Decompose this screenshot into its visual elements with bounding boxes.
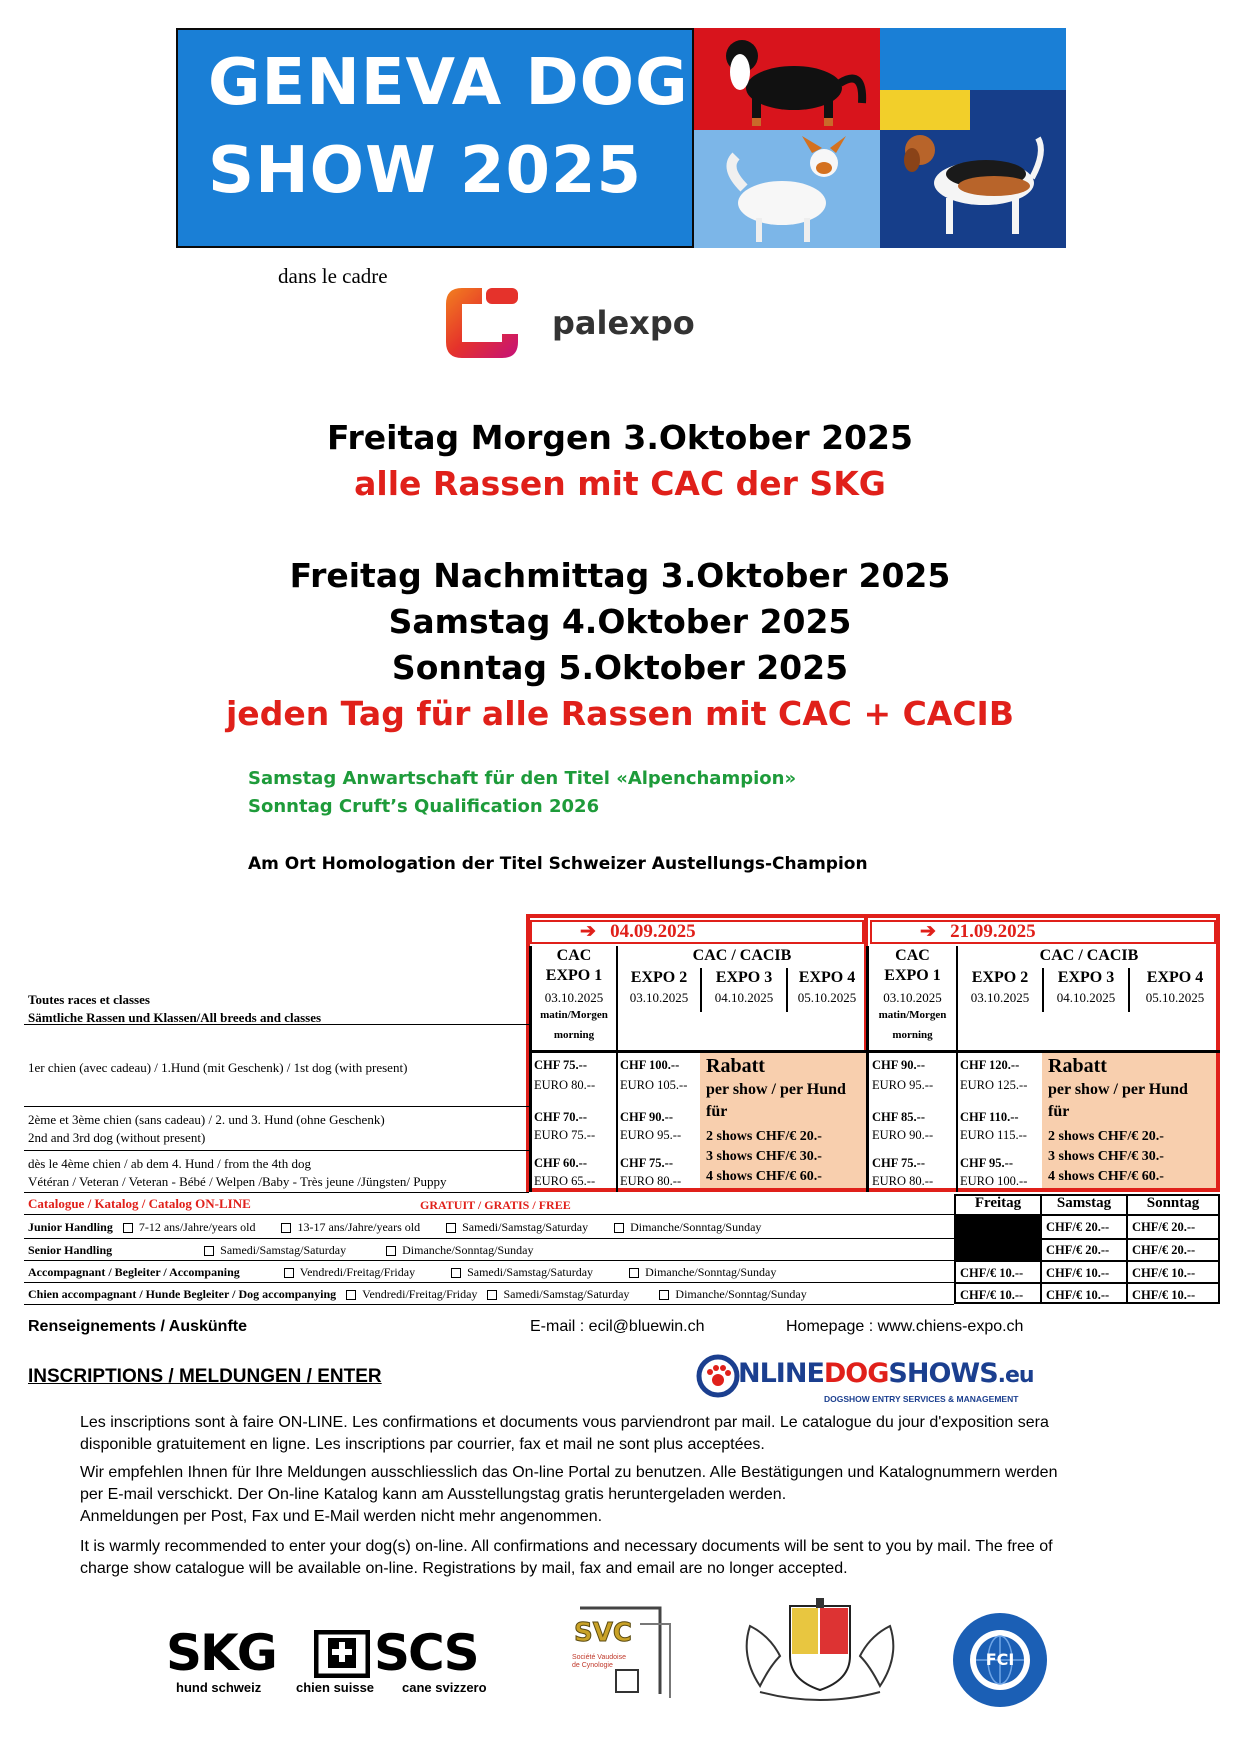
- p2-r1b-chf: CHF 120.--: [960, 1058, 1020, 1072]
- checkbox[interactable]: [659, 1290, 669, 1300]
- checkbox[interactable]: [386, 1246, 396, 1256]
- col-sonntag: Sonntag: [1146, 1195, 1200, 1211]
- p2-expo3: EXPO 3: [1057, 969, 1115, 986]
- checkbox[interactable]: [451, 1268, 461, 1278]
- junior-senior-friday-na: [954, 1216, 1040, 1260]
- contact-label: Renseignements / Auskünfte: [28, 1318, 248, 1335]
- palexpo-wordmark: palexpo: [552, 304, 695, 342]
- p2-expo4: EXPO 4: [1146, 969, 1204, 986]
- p1-r2-chf: CHF 70.--: [534, 1110, 587, 1124]
- senior-option-1: Samedi/Samstag/Saturday: [220, 1243, 347, 1257]
- senior-option-2: Dimanche/Sonntag/Sunday: [402, 1243, 534, 1257]
- rabatt-l1: per show / per Hund: [1048, 1081, 1188, 1098]
- p2-r1-chf: CHF 90.--: [872, 1058, 925, 1072]
- p1-cac-cacib-label: CAC / CACIB: [692, 947, 792, 964]
- geneva-kennel-crest-icon: [730, 1596, 910, 1706]
- col-freitag: Freitag: [974, 1195, 1022, 1211]
- checkbox[interactable]: [281, 1223, 291, 1233]
- checkbox[interactable]: [446, 1223, 456, 1233]
- schedule-line-1: Freitag Morgen 3.Oktober 2025: [327, 418, 913, 457]
- p2-cac-cacib-label: CAC / CACIB: [1039, 947, 1139, 964]
- senior-fee-sun: CHF/€ 20.--: [1132, 1243, 1196, 1257]
- p1-date1: 03.10.2025: [544, 990, 604, 1005]
- rabatt-box-1: [700, 1053, 866, 1188]
- rabatt-title: Rabatt: [706, 1055, 765, 1077]
- catalogue-label: Catalogue / Katalog / Catalog ON-LINE: [28, 1196, 251, 1211]
- arrow-right-icon: ➔: [920, 921, 936, 942]
- accompanying-option-2: Samedi/Samstag/Saturday: [467, 1265, 594, 1279]
- contact-homepage[interactable]: Homepage : www.chiens-expo.ch: [786, 1318, 1024, 1335]
- checkbox[interactable]: [487, 1290, 497, 1300]
- p1-expo2: EXPO 2: [630, 969, 688, 986]
- rabatt-l3: 2 shows CHF/€ 20.-: [706, 1129, 822, 1144]
- svc-text: SVC: [574, 1618, 632, 1648]
- ods-part1: NLINE: [738, 1358, 824, 1389]
- rabatt-l5: 4 shows CHF/€ 60.-: [706, 1169, 822, 1184]
- p2-morning: morning: [892, 1029, 933, 1041]
- rabatt-l2: für: [1048, 1103, 1070, 1120]
- skg-text: SKG: [166, 1624, 276, 1682]
- p2-expo1: EXPO 1: [884, 967, 941, 984]
- accompanying-label: Accompagnant / Begleiter / Accompaning: [28, 1265, 240, 1279]
- entries-en: It is warmly recommended to enter your dog(s) on-line. All confirmations and necessary documents will be sent to you by mail. The free of charge show catalogue will be available on-line. Registrations by mail, fax and email are no longer accepted.: [80, 1538, 1053, 1577]
- entries-fr: Les inscriptions sont à faire ON-LINE. Les confirmations et documents vous parviendront par mail. Le catalogue du jour d'exposition sera disponible gratuitement en ligne. Les inscriptions par courrier, fax et mail ne sont plus acceptées.: [80, 1414, 1049, 1453]
- junior-fee-sat: CHF/€ 20.--: [1046, 1220, 1110, 1234]
- skg-sub-1: hund schweiz: [176, 1680, 262, 1695]
- p2-r3-chf: CHF 75.--: [872, 1156, 925, 1170]
- rabatt-l3: 2 shows CHF/€ 20.-: [1048, 1129, 1164, 1144]
- checkbox[interactable]: [614, 1223, 624, 1233]
- p1-r1-eur: EURO 80.--: [534, 1078, 596, 1092]
- p1-date3: 04.10.2025: [714, 990, 774, 1005]
- skg-sub-2: chien suisse: [296, 1680, 375, 1695]
- rabatt-title: Rabatt: [1048, 1055, 1107, 1077]
- ods-part3: SHOWS: [888, 1358, 998, 1389]
- p1-morning: morning: [553, 1029, 595, 1041]
- ods-tagline: DOGSHOW ENTRY SERVICES & MANAGEMENT: [824, 1394, 1019, 1404]
- catalogue-free: GRATUIT / GRATIS / FREE: [420, 1198, 571, 1212]
- p2-r3b-eur: EURO 100.--: [960, 1174, 1028, 1188]
- deadline1-date: 04.09.2025: [610, 921, 696, 942]
- junior-option-4: Dimanche/Sonntag/Sunday: [630, 1220, 762, 1234]
- rabatt-l4: 3 shows CHF/€ 30.-: [1048, 1149, 1164, 1164]
- homologation-note: Am Ort Homologation der Titel Schweizer Austellungs-Champion: [248, 854, 868, 874]
- schedule-line-2: Freitag Nachmittag 3.Oktober 2025: [289, 556, 951, 595]
- junior-option-2: 13-17 ans/Jahre/years old: [297, 1220, 421, 1234]
- checkbox[interactable]: [346, 1290, 356, 1300]
- p2-r2-chf: CHF 85.--: [872, 1110, 925, 1124]
- rabatt-l2: für: [706, 1103, 728, 1120]
- accompanying-fee-sun: CHF/€ 10.--: [1132, 1266, 1196, 1280]
- p1-date4: 05.10.2025: [797, 990, 857, 1005]
- p1-r1b-eur: EURO 105.--: [620, 1078, 688, 1092]
- col-samstag: Samstag: [1056, 1195, 1112, 1211]
- p1-cac-label: CAC: [556, 947, 592, 964]
- deadline1: [580, 920, 696, 943]
- accompanying-option-1: Vendredi/Freitag/Friday: [299, 1265, 416, 1279]
- svc-subtext: Société Vaudoise de Cynologie: [572, 1654, 626, 1669]
- p2-r2b-eur: EURO 115.--: [960, 1128, 1027, 1142]
- entries-de-2: Anmeldungen per Post, Fax und E-Mail werden nicht mehr angenommen.: [80, 1508, 603, 1525]
- p2-r3-eur: EURO 80.--: [872, 1174, 934, 1188]
- left-head-1: Toutes races et classes: [28, 992, 150, 1007]
- fci-text: FCI: [985, 1650, 1015, 1669]
- junior-label: Junior Handling: [28, 1220, 113, 1234]
- row3-label1: dès le 4ème chien / ab dem 4. Hund / from the 4th dog: [28, 1156, 312, 1171]
- accompanying-person-row: [28, 1265, 776, 1280]
- p2-r2-eur: EURO 90.--: [872, 1128, 934, 1142]
- crufts-note: Sonntag Cruft’s Qualification 2026: [248, 796, 600, 817]
- p2-date1: 03.10.2025: [883, 990, 942, 1005]
- p2-expo2: EXPO 2: [971, 969, 1029, 986]
- schedule-line-1-sub: alle Rassen mit CAC der SKG: [354, 464, 886, 503]
- rabatt-l5: 4 shows CHF/€ 60.-: [1048, 1169, 1164, 1184]
- schedule-line-3: Samstag 4.Oktober 2025: [388, 602, 852, 641]
- rabatt-l1: per show / per Hund: [706, 1081, 846, 1098]
- p1-date2: 03.10.2025: [629, 990, 689, 1005]
- skg-scs-logo: [166, 1624, 516, 1694]
- p1-expo1: EXPO 1: [545, 967, 603, 984]
- junior-row: [28, 1220, 761, 1235]
- accompanying-dog-label: Chien accompagnant / Hunde Begleiter / Dog accompanying: [28, 1287, 337, 1301]
- schedule-line-4: Sonntag 5.Oktober 2025: [391, 648, 849, 687]
- accompanying-dog-row: [28, 1287, 807, 1302]
- p1-matin: matin/Morgen: [540, 1009, 608, 1021]
- dog-option-1: Vendredi/Freitag/Friday: [362, 1287, 478, 1301]
- p2-date4: 05.10.2025: [1145, 990, 1205, 1005]
- checkbox[interactable]: [204, 1246, 214, 1256]
- dog-fee-sun: CHF/€ 10.--: [1132, 1288, 1196, 1302]
- row1-label: 1er chien (avec cadeau) / 1.Hund (mit Geschenk) / 1st dog (with present): [28, 1060, 408, 1075]
- p2-matin: matin/Morgen: [878, 1009, 947, 1021]
- rabatt-l4: 3 shows CHF/€ 30.-: [706, 1149, 822, 1164]
- arrow-right-icon: ➔: [580, 921, 596, 942]
- p1-r1b-chf: CHF 100.--: [620, 1058, 680, 1072]
- p2-r1-eur: EURO 95.--: [872, 1078, 934, 1092]
- dog-fee-fri: CHF/€ 10.--: [960, 1288, 1024, 1302]
- p1-expo4: EXPO 4: [798, 969, 856, 986]
- scs-text: SCS: [374, 1624, 478, 1682]
- deadline2-date: 21.09.2025: [950, 921, 1036, 942]
- swiss-kennel-icon: [314, 1630, 370, 1678]
- paw-icon: [696, 1354, 740, 1398]
- p1-r2-eur: EURO 75.--: [534, 1128, 596, 1142]
- p1-r3-chf: CHF 60.--: [534, 1156, 587, 1170]
- junior-fee-sun: CHF/€ 20.--: [1132, 1220, 1196, 1234]
- skg-sub-3: cane svizzero: [402, 1680, 487, 1695]
- p2-r2b-chf: CHF 110.--: [960, 1110, 1019, 1124]
- p2-r3b-chf: CHF 95.--: [960, 1156, 1013, 1170]
- p1-r2b-eur: EURO 95.--: [620, 1128, 682, 1142]
- junior-option-3: Samedi/Samstag/Saturday: [462, 1220, 589, 1234]
- dans-le-cadre-text: dans le cadre: [278, 264, 388, 288]
- p1-r3b-eur: EURO 80.--: [620, 1174, 682, 1188]
- dog-fee-sat: CHF/€ 10.--: [1046, 1288, 1110, 1302]
- junior-option-1: 7-12 ans/Jahre/years old: [138, 1220, 256, 1234]
- contact-email[interactable]: E-mail : ecil@bluewin.ch: [530, 1318, 705, 1335]
- row3-label2: Vétéran / Veteran / Veteran - Bébé / Welpen /Baby - Très jeune /Jüngsten/ Puppy: [28, 1174, 447, 1189]
- ods-part2: DOG: [823, 1358, 889, 1389]
- rabatt-box-2: [1042, 1053, 1216, 1188]
- entries-heading: INSCRIPTIONS / MELDUNGEN / ENTER: [28, 1366, 382, 1387]
- row2-label2: 2nd and 3rd dog (without present): [28, 1130, 206, 1145]
- left-head-2: Sämtliche Rassen und Klassen/All breeds and classes: [28, 1010, 322, 1025]
- p1-r2b-chf: CHF 90.--: [620, 1110, 673, 1124]
- svc-logo: [570, 1604, 680, 1702]
- alpenchampion-note: Samstag Anwartschaft für den Titel «Alpenchampion»: [248, 768, 797, 789]
- deadline2: [920, 920, 1036, 943]
- ods-part4: .eu: [997, 1363, 1034, 1388]
- checkbox[interactable]: [284, 1268, 294, 1278]
- senior-label: Senior Handling: [28, 1243, 113, 1257]
- p2-cac-label: CAC: [895, 947, 930, 964]
- checkbox[interactable]: [629, 1268, 639, 1278]
- senior-fee-sat: CHF/€ 20.--: [1046, 1243, 1110, 1257]
- entries-de-1: Wir empfehlen Ihnen für Ihre Meldungen ausschliesslich das On-line Portal zu benutzen. Alle Bestätigungen und Katalognummern werden per E-mail verschickt. Der On-line Katalog kann am Ausstellungstag gratis heruntergeladen werden.: [80, 1464, 1058, 1503]
- accompanying-fee-sat: CHF/€ 10.--: [1046, 1266, 1110, 1280]
- p2-r1b-eur: EURO 125.--: [960, 1078, 1028, 1092]
- p2-date3: 04.10.2025: [1056, 990, 1116, 1005]
- fci-logo: [950, 1610, 1050, 1710]
- p1-expo3: EXPO 3: [715, 969, 773, 986]
- schedule-line-4-sub: jeden Tag für alle Rassen mit CAC + CACIB: [226, 694, 1014, 733]
- p1-r3b-chf: CHF 75.--: [620, 1156, 673, 1170]
- title-line2: SHOW 2025: [208, 134, 643, 208]
- dog-option-2: Samedi/Samstag/Saturday: [503, 1287, 630, 1301]
- p1-r3-eur: EURO 65.--: [534, 1174, 596, 1188]
- p2-date2: 03.10.2025: [970, 990, 1030, 1005]
- onlinedogshows-logo[interactable]: [696, 1352, 1034, 1408]
- checkbox[interactable]: [123, 1223, 133, 1233]
- accompanying-option-3: Dimanche/Sonntag/Sunday: [645, 1265, 777, 1279]
- p1-r1-chf: CHF 75.--: [534, 1058, 587, 1072]
- row2-label1: 2ème et 3ème chien (sans cadeau) / 2. und 3. Hund (ohne Geschenk): [28, 1112, 385, 1127]
- senior-row: [28, 1243, 533, 1258]
- accompanying-fee-fri: CHF/€ 10.--: [960, 1266, 1024, 1280]
- title-line1: GENEVA DOG: [208, 46, 689, 120]
- dog-option-3: Dimanche/Sonntag/Sunday: [675, 1287, 807, 1301]
